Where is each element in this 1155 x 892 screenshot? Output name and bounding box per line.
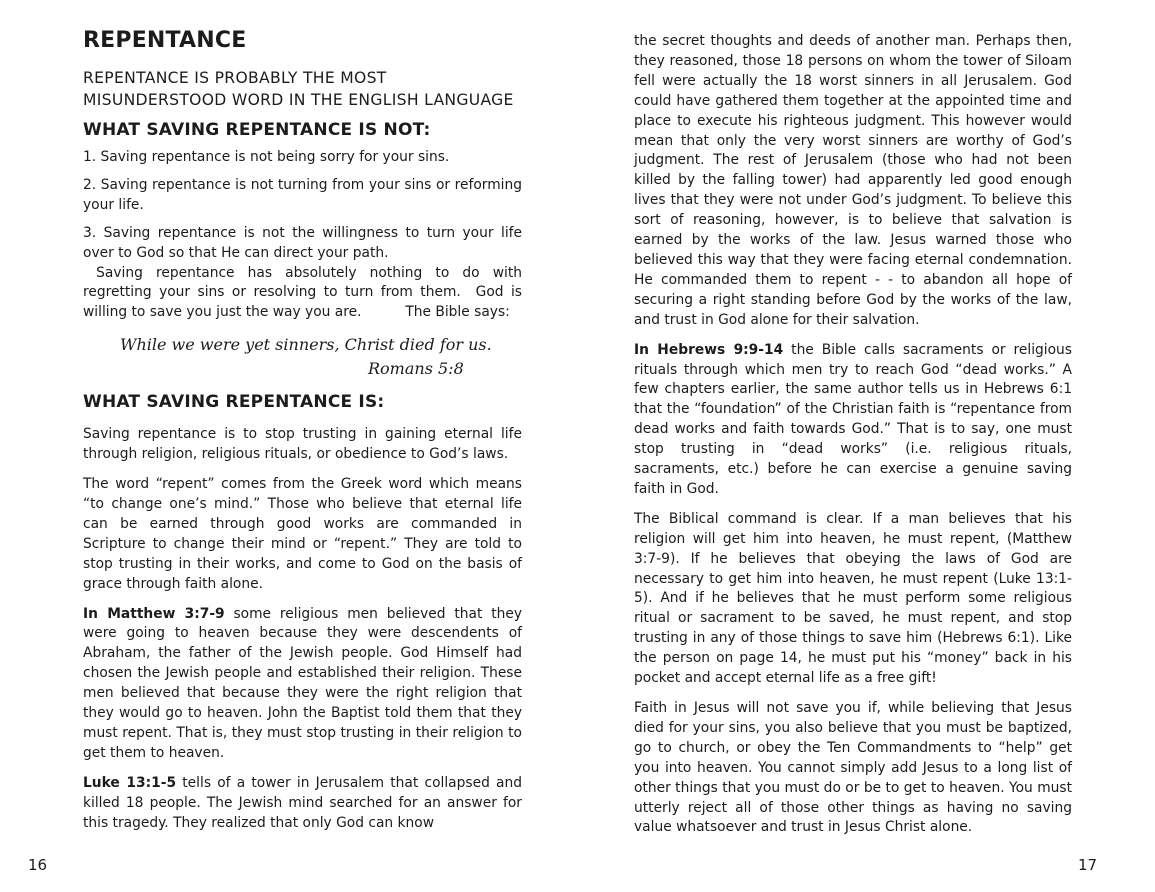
heading-is: WHAT SAVING REPENTANCE IS: <box>83 392 385 413</box>
not-item-summary: Saving repentance has absolutely nothing to do with regretting your sins or resolving to turn from them. God is willing to save you just the way you are. The Bible says: <box>83 264 527 321</box>
paragraph-definition: Saving repentance is to stop trusting in gaining eternal life through religion, religious rituals, or obedience to God’s laws. <box>83 426 522 463</box>
paragraph-siloam: the secret thoughts and deeds of another man. Perhaps then, they reasoned, those 18 persons on whom the tower of Siloam fell were actually the 18 worst sinners in all Jerusalem. God could have gathered them together at the appointed time and place to execute his righteous judgment. This however would mean that only the very worst sinners are worthy of God’s judgment. The rest of Jerusalem (those who had not been killed by the falling tower) had apparently led good enough lives that they were not under God’s judgment. To believe this sort of reasoning, however, is to believe that salvation is earned by the works of the law. Jesus warned those who believed this way that they were facing eternal condemnation. He commanded them to repent - - to abandon all hope of securing a right standing before God by the works of the law, and trust in God alone for their salvation. <box>634 33 1072 328</box>
paragraph-hebrews-text: the Bible calls sacraments or religious rituals through which men try to reach God “dead works.” A few chapters earlier, the same author tells us in Hebrews 6:1 that the “foundation” of the Christian faith is “repentance from dead works and faith towards God.” That is to say, one must stop trusting in “dead works” (i.e. religious rituals, sacraments, etc.) before he can exercise a genuine saving faith in God. <box>634 341 1072 497</box>
paragraph-matthew <box>83 605 522 764</box>
page-number-left: 16 <box>28 856 48 874</box>
paragraph-luke <box>83 774 522 834</box>
scripture-ref-hebrews: In Hebrews 9:9-14 <box>634 341 784 358</box>
subtitle: REPENTANCE IS PROBABLY THE MOST MISUNDERSTOOD WORD IN THE ENGLISH LANGUAGE <box>83 69 514 109</box>
bible-quote-reference: Romans 5:8 <box>368 359 464 379</box>
paragraph-repent-meaning: The word “repent” comes from the Greek word which means “to change one’s mind.” Those who believe that eternal life can be earned through good works are commanded in Scripture to change their mind or “repent.” They are told to stop trusting in their works, and come to God on the basis of grace through faith alone. <box>83 476 522 592</box>
heading-not: WHAT SAVING REPENTANCE IS NOT: <box>83 120 431 140</box>
paragraph-command: The Biblical command is clear. If a man believes that his religion will get him into heaven, he must repent, (Matthew 3:7-9). If he believes that obeying the laws of God are necessary to get him into heaven, he must repent (Luke 13:1-5). And if he believes that he must perform some religious ritual or sacrament to be saved, he must repent, and stop trusting in any of those things to save him (Hebrews 6:1). Like the person on page 14, he must put his “money” back in his pocket and accept eternal life as a free gift! <box>634 510 1072 687</box>
paragraph-luke-text: tells of a tower in Jerusalem that collapsed and killed 18 people. The Jewish mind searched for an answer for this tragedy. They realized that only God can know <box>83 774 522 831</box>
not-item-3: 3. Saving repentance is not the willingness to turn your life over to God so that He can direct your path. <box>83 224 522 261</box>
bible-quote: While we were yet sinners, Christ died for us. <box>120 335 492 355</box>
scripture-ref-luke: Luke 13:1-5 <box>83 774 177 791</box>
not-item-2: 2. Saving repentance is not turning from your sins or reforming your life. <box>83 176 522 213</box>
right-column <box>634 32 1072 838</box>
paragraph-hebrews <box>634 341 1072 500</box>
page-number-right: 17 <box>1078 856 1098 874</box>
left-column <box>83 28 527 833</box>
paragraph-matthew-text: some religious men believed that they were going to heaven because they were descendents of Abraham, the father of the Jewish people. God Himself had chosen the Jewish people and established their religion. These men believed that because they were the right religion that they would go to heaven. John the Baptist told them that they must repent. That is, they must stop trusting in their religion to get them to heaven. <box>83 605 522 761</box>
not-item-1: 1. Saving repentance is not being sorry for your sins. <box>83 149 450 165</box>
page-title: REPENTANCE <box>83 28 247 53</box>
paragraph-faith: Faith in Jesus will not save you if, while believing that Jesus died for your sins, you also believe that you must be baptized, go to church, or obey the Ten Commandments to “help” get you into heaven. You cannot simply add Jesus to a long list of other things that you must do or be to get to heaven. You must utterly reject all of those other things as having no saving value whatsoever and trust in Jesus Christ alone. <box>634 700 1072 836</box>
scripture-ref-matthew: In Matthew 3:7-9 <box>83 605 225 622</box>
right-page <box>578 0 1155 892</box>
